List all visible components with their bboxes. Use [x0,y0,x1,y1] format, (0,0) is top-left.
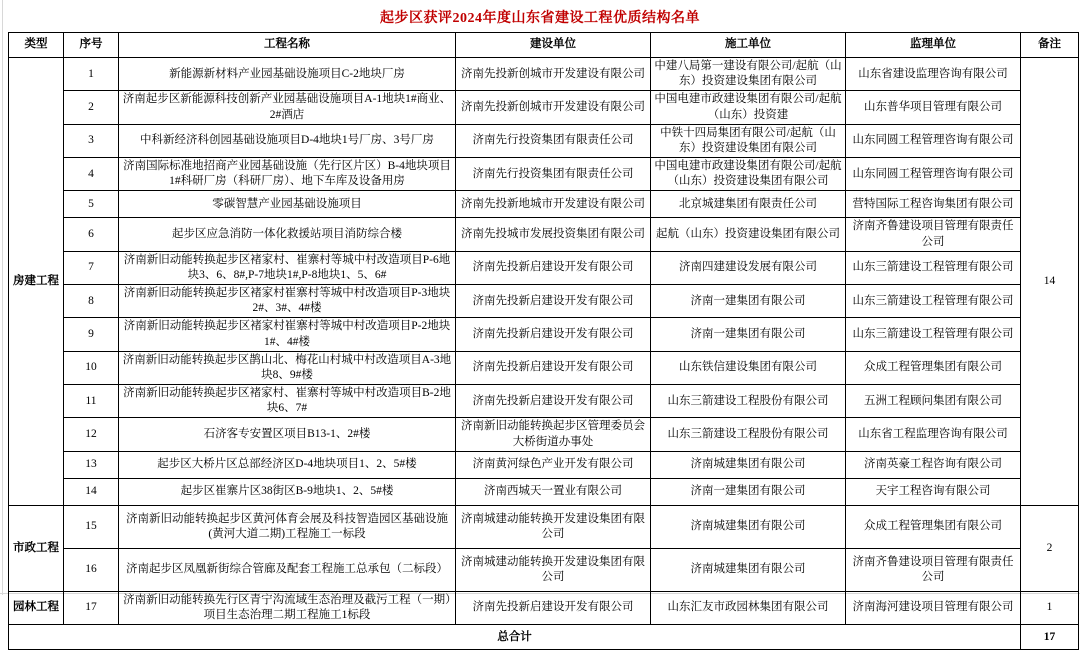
project-name: 济南新旧动能转换起步区褚家村崔寨村等城中村改造项目P-3地块2#、3#、4#楼 [119,285,456,318]
row-no: 16 [64,548,119,591]
page-title: 起步区获评2024年度山东省建设工程优质结构名单 [380,11,700,26]
table-row [9,158,1079,191]
table-row [9,318,1079,351]
contractor-cell: 济南一建集团有限公司 [651,285,846,318]
col-header-supervisor: 监理单位 [846,33,1021,58]
row-no: 12 [64,418,119,451]
contractor-cell: 济南城建集团有限公司 [651,505,846,548]
supervisor-cell: 众成工程管理集团有限公司 [846,505,1021,548]
builder-cell: 济南先投新启建设开发有限公司 [456,251,651,284]
builder-cell: 济南先行投资集团有限责任公司 [456,158,651,191]
award-table [8,32,1079,650]
col-header-no: 序号 [64,33,119,58]
builder-cell: 济南西城天一置业有限公司 [456,478,651,505]
contractor-cell: 中国电建市政建设集团有限公司/起航（山东）投资建设集团有限公司 [651,158,846,191]
supervisor-cell: 济南海河建设项目管理有限公司 [846,591,1021,624]
contractor-cell: 山东三箭建设工程股份有限公司 [651,385,846,418]
contractor-cell: 济南一建集团有限公司 [651,478,846,505]
row-no: 3 [64,124,119,157]
project-name: 新能源新材料产业园基础设施项目C-2地块厂房 [119,58,456,91]
table-row [9,478,1079,505]
project-name: 中科新经济科创园基础设施项目D-4地块1号厂房、3号厂房 [119,124,456,157]
project-name: 济南新旧动能转换起步区鹊山北、梅花山村城中村改造项目A-3地块8、9#楼 [119,351,456,384]
builder-cell: 济南先投新启建设开发有限公司 [456,318,651,351]
type-cell-housing: 房建工程 [9,58,64,506]
supervisor-cell: 山东同圆工程管理咨询有限公司 [846,124,1021,157]
supervisor-cell: 众成工程管理集团有限公司 [846,351,1021,384]
table-row [9,351,1079,384]
contractor-cell: 中国电建市政建设集团有限公司/起航（山东）投资建 [651,91,846,124]
total-label: 总合计 [9,625,1021,650]
table-row [9,91,1079,124]
table-row [9,451,1079,478]
row-no: 11 [64,385,119,418]
contractor-cell: 济南一建集团有限公司 [651,318,846,351]
row-no: 13 [64,451,119,478]
builder-cell: 济南先投新创城市开发建设有限公司 [456,91,651,124]
col-header-contractor: 施工单位 [651,33,846,58]
supervisor-cell: 山东三箭建设工程管理有限公司 [846,285,1021,318]
supervisor-cell: 营特国际工程咨询集团有限公司 [846,191,1021,218]
project-name: 济南新旧动能转换起步区褚家村崔寨村等城中村改造项目P-2地块1#、4#楼 [119,318,456,351]
type-cell-municipal: 市政工程 [9,505,64,591]
row-no: 2 [64,91,119,124]
builder-cell: 济南先投新启建设开发有限公司 [456,385,651,418]
row-no: 10 [64,351,119,384]
type-cell-landscape: 园林工程 [9,591,64,624]
contractor-cell: 北京城建集团有限责任公司 [651,191,846,218]
col-header-name: 工程名称 [119,33,456,58]
table-row [9,285,1079,318]
contractor-cell: 济南四建建设发展有限公司 [651,251,846,284]
table-row [9,548,1079,591]
contractor-cell: 起航（山东）投资建设集团有限公司 [651,218,846,251]
table-row [9,418,1079,451]
project-name: 起步区大桥片区总部经济区D-4地块项目1、2、5#楼 [119,451,456,478]
col-header-builder: 建设单位 [456,33,651,58]
builder-cell: 济南先投新创城市开发建设有限公司 [456,58,651,91]
supervisor-cell: 山东普华项目管理有限公司 [846,91,1021,124]
contractor-cell: 山东铁信建设集团有限公司 [651,351,846,384]
project-name: 济南起步区凤凰新街综合管廊及配套工程施工总承包（二标段） [119,548,456,591]
supervisor-cell: 天宇工程咨询有限公司 [846,478,1021,505]
builder-cell: 济南先投新地城市开发建设有限公司 [456,191,651,218]
row-no: 7 [64,251,119,284]
contractor-cell: 中建八局第一建设有限公司/起航（山东）投资建设集团有限公司 [651,58,846,91]
supervisor-cell: 山东同圆工程管理咨询有限公司 [846,158,1021,191]
supervisor-cell: 山东省工程监理咨询有限公司 [846,418,1021,451]
builder-cell: 济南新旧动能转换起步区管理委员会大桥街道办事处 [456,418,651,451]
project-name: 起步区崔寨片区38街区B-9地块1、2、5#楼 [119,478,456,505]
table-row [9,124,1079,157]
builder-cell: 济南先投新启建设开发有限公司 [456,591,651,624]
project-name: 济南新旧动能转换起步区黄河体育会展及科技智造园区基础设施(黄河大道二期)工程施工一标段 [119,505,456,548]
builder-cell: 济南黄河绿色产业开发有限公司 [456,451,651,478]
contractor-cell: 山东三箭建设工程股份有限公司 [651,418,846,451]
project-name: 起步区应急消防一体化救援站项目消防综合楼 [119,218,456,251]
supervisor-cell: 五洲工程顾问集团有限公司 [846,385,1021,418]
builder-cell: 济南先行投资集团有限责任公司 [456,124,651,157]
builder-cell: 济南城建动能转换开发建设集团有限公司 [456,548,651,591]
builder-cell: 济南先投新启建设开发有限公司 [456,351,651,384]
row-no: 8 [64,285,119,318]
faint-gridline-left [2,0,3,595]
row-no: 5 [64,191,119,218]
table-row [9,505,1079,548]
builder-cell: 济南先投新启建设开发有限公司 [456,285,651,318]
total-row [9,625,1079,650]
project-name: 济南起步区新能源科技创新产业园基础设施项目A-1地块1#商业、2#酒店 [119,91,456,124]
project-name: 济南新旧动能转换起步区褚家村、崔寨村等城中村改造项目B-2地块6、7# [119,385,456,418]
supervisor-cell: 济南齐鲁建设项目管理有限责任公司 [846,548,1021,591]
remark-cell-housing: 14 [1021,58,1079,506]
supervisor-cell: 济南齐鲁建设项目管理有限责任公司 [846,218,1021,251]
row-no: 14 [64,478,119,505]
row-no: 1 [64,58,119,91]
supervisor-cell: 济南英豪工程咨询有限公司 [846,451,1021,478]
row-no: 4 [64,158,119,191]
project-name: 零碳智慧产业园基础设施项目 [119,191,456,218]
supervisor-cell: 山东三箭建设工程管理有限公司 [846,318,1021,351]
supervisor-cell: 山东省建设监理咨询有限公司 [846,58,1021,91]
project-name: 济南新旧动能转换起步区褚家村、崔寨村等城中村改造项目P-6地块3、6、8#,P-7地块1#,P-8地块1、5、6# [119,251,456,284]
contractor-cell: 中铁十四局集团有限公司/起航（山东）投资建设集团有限公司 [651,124,846,157]
project-name: 济南新旧动能转换先行区青宁沟流域生态治理及截污工程（一期）项目生态治理二期工程施工1标段 [119,591,456,624]
col-header-type: 类型 [9,33,64,58]
project-name: 济南国际标准地招商产业园基础设施（先行区片区）B-4地块项目1#科研厂房（科研厂房）、地下车库及设备用房 [119,158,456,191]
row-no: 17 [64,591,119,624]
total-value: 17 [1021,625,1079,650]
contractor-cell: 济南城建集团有限公司 [651,451,846,478]
remark-cell-landscape: 1 [1021,591,1079,624]
table-row [9,58,1079,91]
table-row [9,385,1079,418]
table-row [9,218,1079,251]
contractor-cell: 济南城建集团有限公司 [651,548,846,591]
remark-cell-municipal: 2 [1021,505,1079,591]
row-no: 9 [64,318,119,351]
table-row [9,251,1079,284]
supervisor-cell: 山东三箭建设工程管理有限公司 [846,251,1021,284]
contractor-cell: 山东汇友市政园林集团有限公司 [651,591,846,624]
table-row [9,591,1079,624]
builder-cell: 济南城建动能转换开发建设集团有限公司 [456,505,651,548]
row-no: 6 [64,218,119,251]
project-name: 石济客专安置区项目B13-1、2#楼 [119,418,456,451]
table-header-row [9,33,1079,58]
row-no: 15 [64,505,119,548]
builder-cell: 济南先投城市发展投资集团有限公司 [456,218,651,251]
col-header-remark: 备注 [1021,33,1079,58]
table-row [9,191,1079,218]
